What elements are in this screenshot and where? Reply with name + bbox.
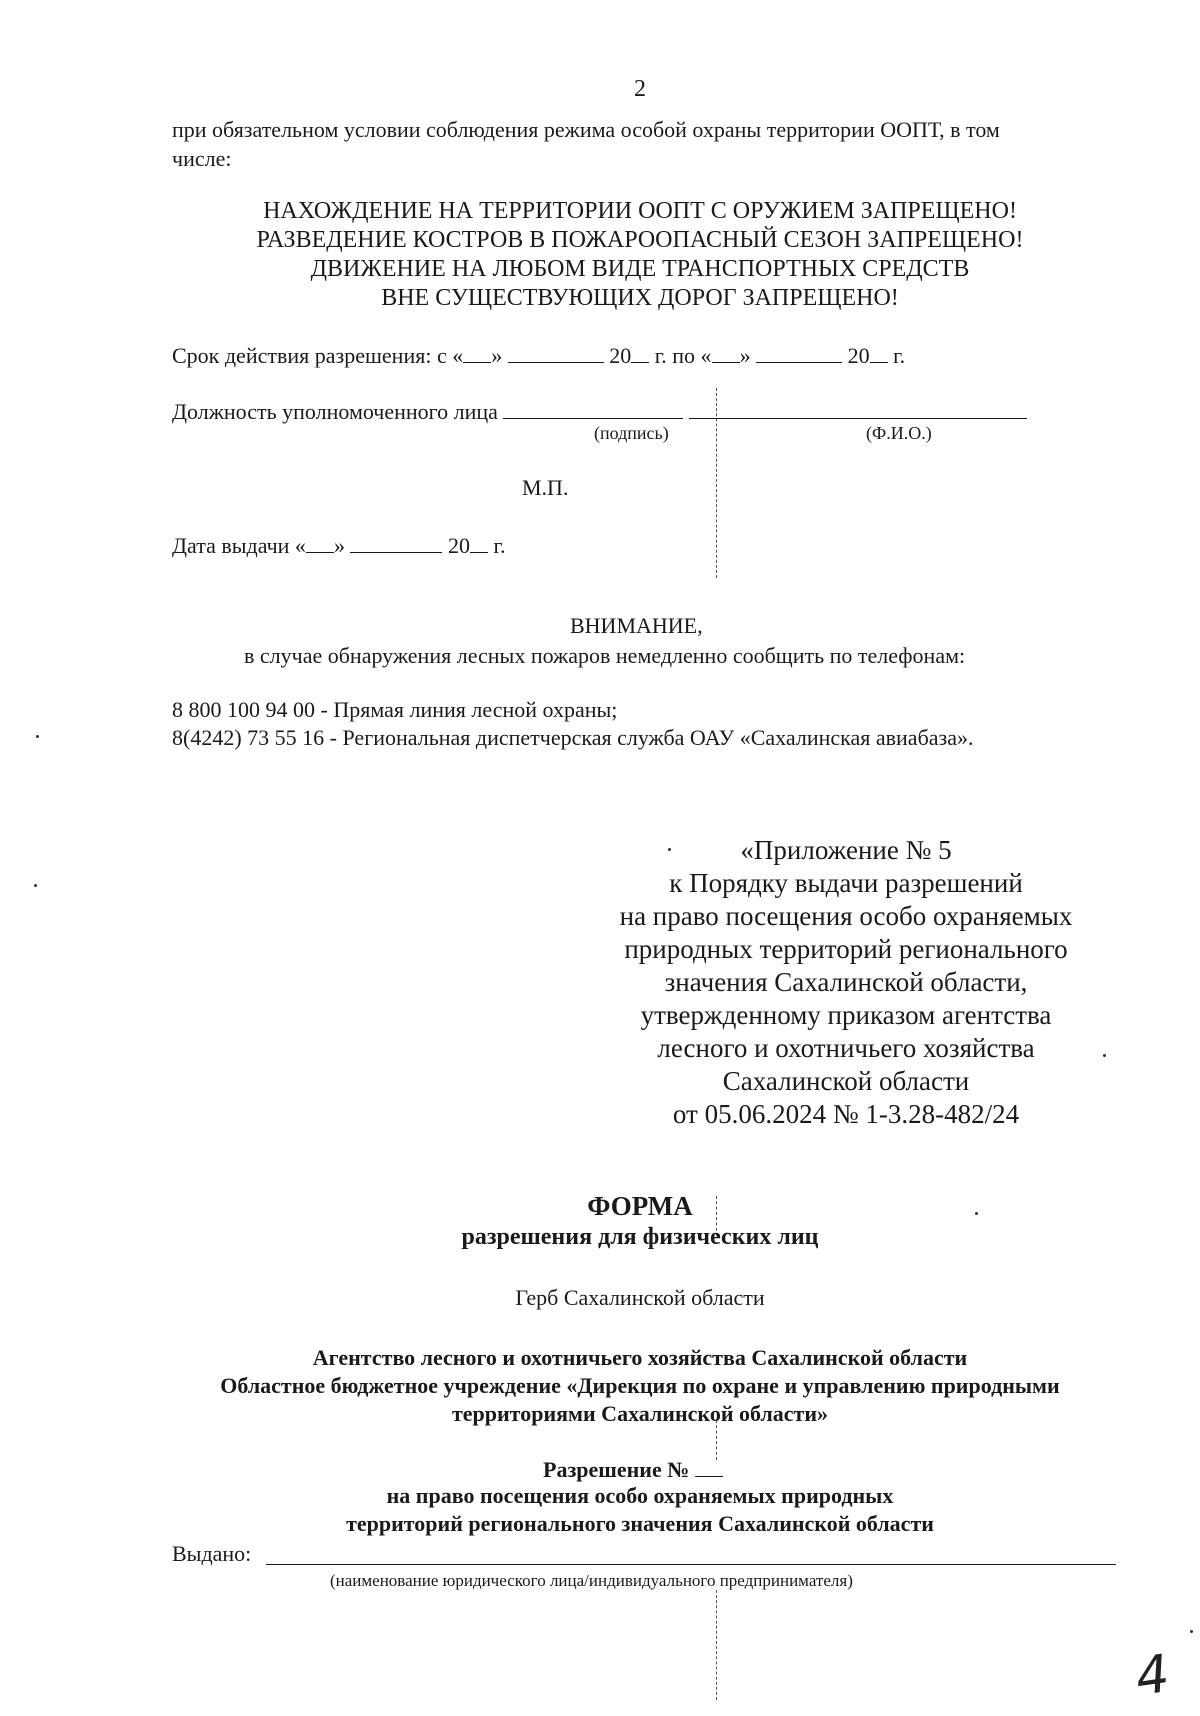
quote-close: » bbox=[333, 533, 345, 558]
month-from-blank bbox=[508, 340, 604, 363]
form-title: ФОРМА bbox=[587, 1191, 693, 1221]
validity-label: Срок действия разрешения: с « bbox=[172, 343, 464, 368]
permit-line: на право посещения особо охраняемых природных bbox=[386, 1483, 894, 1508]
issue-year-suffix: г. bbox=[493, 533, 506, 558]
form-subtitle: разрешения для физических лиц bbox=[461, 1224, 819, 1250]
coat-of-arms-label: Герб Сахалинской области bbox=[515, 1285, 765, 1310]
year-from-blank bbox=[631, 340, 649, 363]
issued-to-caption: (наименование юридического лица/индивидуального предпринимателя) bbox=[330, 1571, 853, 1590]
issue-day-blank bbox=[306, 530, 334, 553]
permit-number-blank bbox=[695, 1454, 723, 1477]
appendix-line: к Порядку выдачи разрешений bbox=[669, 868, 1023, 898]
attention-title: ВНИМАНИЕ, bbox=[570, 613, 703, 638]
prohibition-line: ДВИЖЕНИЕ НА ЛЮБОМ ВИДЕ ТРАНСПОРТНЫХ СРЕДСТВ bbox=[310, 256, 970, 282]
issued-to-label: Выдано: bbox=[172, 1541, 252, 1566]
intro-line: при обязательном условии соблюдения режима особой охраны территории ООПТ, в том bbox=[172, 117, 1000, 142]
name-blank bbox=[689, 396, 1027, 419]
appendix-line: от 05.06.2024 № 1-3.28-482/24 bbox=[672, 1099, 1020, 1129]
scan-speck bbox=[34, 884, 37, 887]
year-to-blank bbox=[870, 340, 888, 363]
agency-line: Агентство лесного и охотничьего хозяйства Сахалинской области bbox=[312, 1345, 968, 1370]
validity-to-label: г. по « bbox=[654, 343, 712, 368]
day-to-blank bbox=[712, 340, 740, 363]
scan-speck bbox=[1190, 1630, 1193, 1633]
appendix-line: Сахалинской области bbox=[722, 1066, 970, 1096]
permit-title: Разрешение № bbox=[543, 1457, 690, 1482]
year-to-suffix: г. bbox=[893, 343, 906, 368]
name-caption: (Ф.И.О.) bbox=[866, 423, 932, 443]
appendix-line: утвержденному приказом агентства bbox=[640, 1000, 1052, 1030]
stamp-label: М.П. bbox=[522, 475, 569, 500]
attention-subtitle: в случае обнаружения лесных пожаров немедленно сообщить по телефонам: bbox=[244, 643, 966, 668]
issue-date-label: Дата выдачи « bbox=[172, 533, 306, 558]
signature-caption: (подпись) bbox=[594, 423, 669, 443]
agency-line: территориями Сахалинской области» bbox=[451, 1401, 829, 1426]
permit-line: территорий регионального значения Сахалинской области bbox=[346, 1511, 934, 1536]
month-to-blank bbox=[756, 340, 842, 363]
appendix-line: природных территорий регионального bbox=[624, 934, 1068, 964]
signature-blank bbox=[503, 396, 683, 419]
quote-close: » bbox=[491, 343, 503, 368]
prohibition-line: НАХОЖДЕНИЕ НА ТЕРРИТОРИИ ООПТ С ОРУЖИЕМ ЗАПРЕЩЕНО! bbox=[263, 198, 1017, 224]
scan-speck bbox=[36, 735, 39, 738]
prohibition-line: РАЗВЕДЕНИЕ КОСТРОВ В ПОЖАРООПАСНЫЙ СЕЗОН ЗАПРЕЩЕНО! bbox=[256, 227, 1024, 253]
prohibition-line: ВНЕ СУЩЕСТВУЮЩИХ ДОРОГ ЗАПРЕЩЕНО! bbox=[381, 285, 899, 311]
phone-line: 8 800 100 94 00 - Прямая линия лесной охраны; bbox=[172, 697, 618, 722]
issued-to-blank bbox=[266, 1564, 1116, 1565]
year-from: 20 bbox=[609, 343, 632, 368]
quote-close: » bbox=[739, 343, 751, 368]
handwritten-page-mark: 4 bbox=[1131, 1643, 1174, 1709]
day-from-blank bbox=[463, 340, 491, 363]
issue-year: 20 bbox=[447, 533, 470, 558]
appendix-line: значения Сахалинской области, bbox=[664, 967, 1028, 997]
appendix-line: лесного и охотничьего хозяйства bbox=[657, 1033, 1035, 1063]
appendix-line: «Приложение № 5 bbox=[740, 835, 952, 865]
scan-artifact-line bbox=[716, 1590, 717, 1700]
agency-line: Областное бюджетное учреждение «Дирекция по охране и управлению природными bbox=[220, 1373, 1060, 1398]
year-to: 20 bbox=[847, 343, 870, 368]
scan-speck bbox=[975, 1212, 978, 1215]
issue-month-blank bbox=[350, 530, 442, 553]
issue-year-blank bbox=[470, 530, 488, 553]
official-label: Должность уполномоченного лица bbox=[172, 399, 498, 424]
intro-line: числе: bbox=[172, 146, 232, 171]
permit-title-line bbox=[543, 1454, 723, 1484]
validity-line bbox=[172, 340, 905, 370]
page-number: 2 bbox=[634, 76, 646, 102]
phone-line: 8(4242) 73 55 16 - Региональная диспетчерская служба ОАУ «Сахалинская авиабаза». bbox=[172, 725, 974, 750]
appendix-line: на право посещения особо охраняемых bbox=[619, 901, 1073, 931]
issue-date-line bbox=[172, 530, 505, 560]
